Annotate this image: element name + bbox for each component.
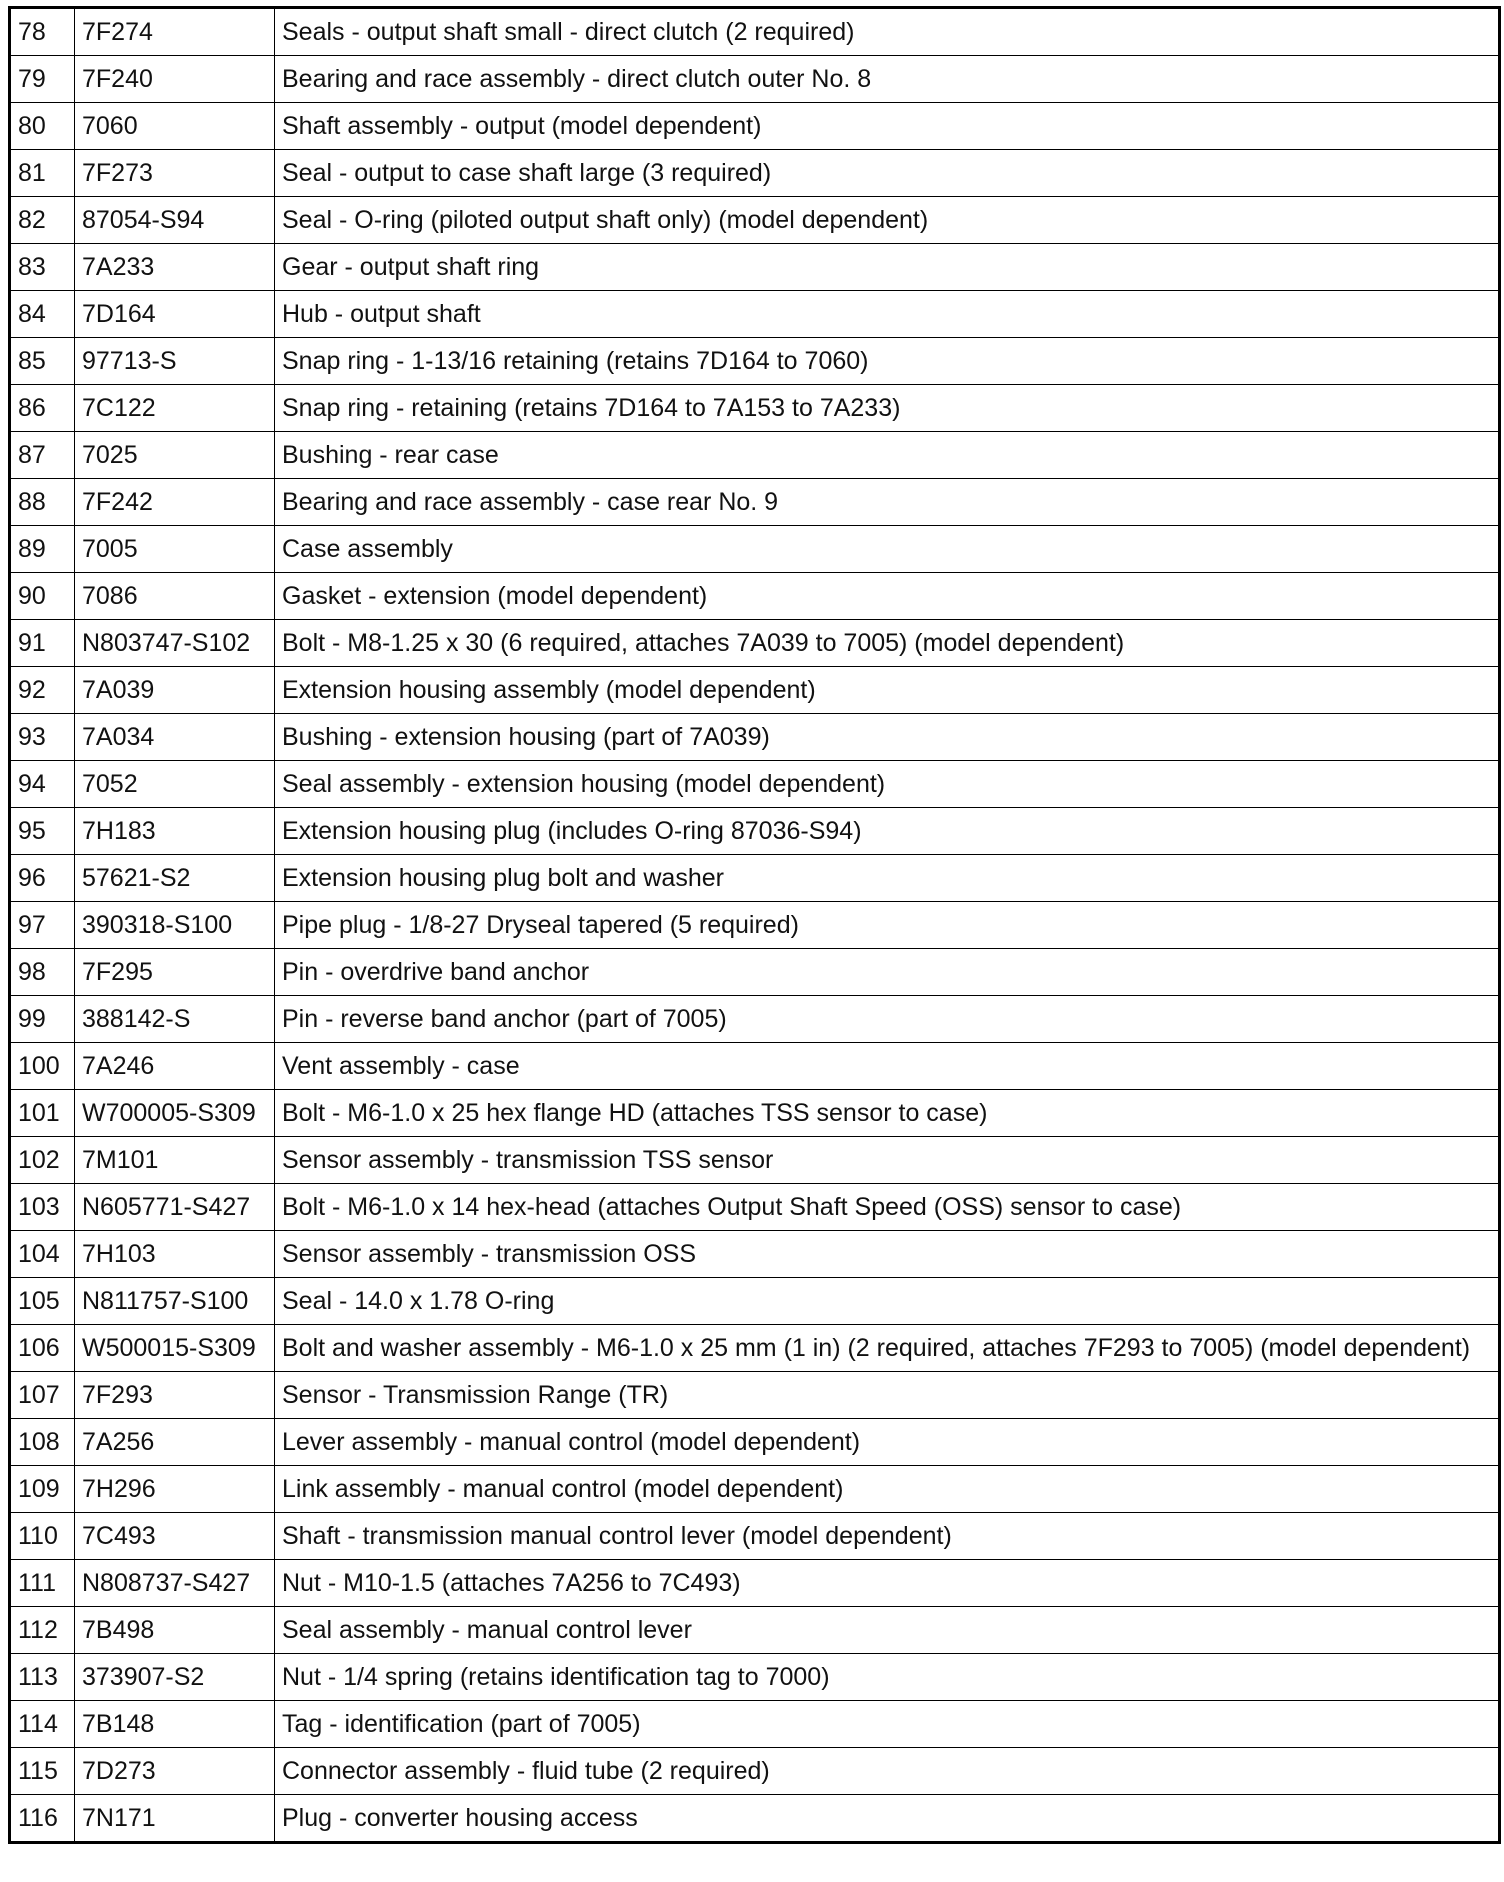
item-number-cell: 112	[10, 1607, 75, 1654]
description-cell: Bushing - extension housing (part of 7A039)	[275, 714, 1500, 761]
item-number-cell: 78	[10, 8, 75, 56]
description-cell: Seal assembly - extension housing (model dependent)	[275, 761, 1500, 808]
description-cell: Seals - output shaft small - direct clutch (2 required)	[275, 8, 1500, 56]
part-number-cell: 7A246	[75, 1043, 275, 1090]
table-row	[10, 526, 1500, 573]
part-number-cell: 7D164	[75, 291, 275, 338]
part-number-cell: 7C122	[75, 385, 275, 432]
table-row	[10, 1043, 1500, 1090]
table-row	[10, 197, 1500, 244]
parts-table-body	[10, 8, 1500, 1843]
item-number-cell: 96	[10, 855, 75, 902]
description-cell: Bolt and washer assembly - M6-1.0 x 25 mm (1 in) (2 required, attaches 7F293 to 7005) (model dependent)	[275, 1325, 1500, 1372]
table-row	[10, 667, 1500, 714]
description-cell: Bolt - M6-1.0 x 14 hex-head (attaches Output Shaft Speed (OSS) sensor to case)	[275, 1184, 1500, 1231]
part-number-cell: N811757-S100	[75, 1278, 275, 1325]
table-row	[10, 385, 1500, 432]
item-number-cell: 98	[10, 949, 75, 996]
table-row	[10, 902, 1500, 949]
table-row	[10, 1090, 1500, 1137]
part-number-cell: 7D273	[75, 1748, 275, 1795]
table-row	[10, 949, 1500, 996]
table-row	[10, 573, 1500, 620]
description-cell: Extension housing plug (includes O-ring 87036-S94)	[275, 808, 1500, 855]
part-number-cell: 7A256	[75, 1419, 275, 1466]
table-row	[10, 620, 1500, 667]
table-row	[10, 1231, 1500, 1278]
table-row	[10, 479, 1500, 526]
description-cell: Bearing and race assembly - direct clutch outer No. 8	[275, 56, 1500, 103]
part-number-cell: 390318-S100	[75, 902, 275, 949]
item-number-cell: 100	[10, 1043, 75, 1090]
item-number-cell: 79	[10, 56, 75, 103]
table-row	[10, 1560, 1500, 1607]
part-number-cell: N605771-S427	[75, 1184, 275, 1231]
description-cell: Pin - reverse band anchor (part of 7005)	[275, 996, 1500, 1043]
description-cell: Shaft assembly - output (model dependent)	[275, 103, 1500, 150]
description-cell: Shaft - transmission manual control lever (model dependent)	[275, 1513, 1500, 1560]
description-cell: Case assembly	[275, 526, 1500, 573]
item-number-cell: 114	[10, 1701, 75, 1748]
part-number-cell: 373907-S2	[75, 1654, 275, 1701]
item-number-cell: 104	[10, 1231, 75, 1278]
part-number-cell: W500015-S309	[75, 1325, 275, 1372]
description-cell: Sensor - Transmission Range (TR)	[275, 1372, 1500, 1419]
part-number-cell: 7F242	[75, 479, 275, 526]
part-number-cell: 7F274	[75, 8, 275, 56]
part-number-cell: 388142-S	[75, 996, 275, 1043]
item-number-cell: 85	[10, 338, 75, 385]
item-number-cell: 111	[10, 1560, 75, 1607]
description-cell: Gasket - extension (model dependent)	[275, 573, 1500, 620]
item-number-cell: 84	[10, 291, 75, 338]
table-row	[10, 855, 1500, 902]
description-cell: Hub - output shaft	[275, 291, 1500, 338]
item-number-cell: 92	[10, 667, 75, 714]
item-number-cell: 80	[10, 103, 75, 150]
description-cell: Extension housing plug bolt and washer	[275, 855, 1500, 902]
table-row	[10, 1137, 1500, 1184]
item-number-cell: 87	[10, 432, 75, 479]
part-number-cell: 7052	[75, 761, 275, 808]
description-cell: Bolt - M8-1.25 x 30 (6 required, attaches 7A039 to 7005) (model dependent)	[275, 620, 1500, 667]
description-cell: Sensor assembly - transmission OSS	[275, 1231, 1500, 1278]
item-number-cell: 83	[10, 244, 75, 291]
table-row	[10, 8, 1500, 56]
description-cell: Snap ring - 1-13/16 retaining (retains 7D164 to 7060)	[275, 338, 1500, 385]
parts-table	[8, 6, 1501, 1844]
description-cell: Tag - identification (part of 7005)	[275, 1701, 1500, 1748]
description-cell: Sensor assembly - transmission TSS sensor	[275, 1137, 1500, 1184]
part-number-cell: 7025	[75, 432, 275, 479]
table-row	[10, 103, 1500, 150]
item-number-cell: 102	[10, 1137, 75, 1184]
item-number-cell: 109	[10, 1466, 75, 1513]
part-number-cell: 97713-S	[75, 338, 275, 385]
description-cell: Nut - 1/4 spring (retains identification tag to 7000)	[275, 1654, 1500, 1701]
table-row	[10, 761, 1500, 808]
table-row	[10, 1701, 1500, 1748]
description-cell: Bushing - rear case	[275, 432, 1500, 479]
part-number-cell: 7A233	[75, 244, 275, 291]
part-number-cell: 7F240	[75, 56, 275, 103]
table-row	[10, 996, 1500, 1043]
table-row	[10, 244, 1500, 291]
part-number-cell: 7H296	[75, 1466, 275, 1513]
part-number-cell: 87054-S94	[75, 197, 275, 244]
description-cell: Bolt - M6-1.0 x 25 hex flange HD (attaches TSS sensor to case)	[275, 1090, 1500, 1137]
part-number-cell: 7M101	[75, 1137, 275, 1184]
table-row	[10, 808, 1500, 855]
table-row	[10, 1419, 1500, 1466]
item-number-cell: 105	[10, 1278, 75, 1325]
part-number-cell: 7F273	[75, 150, 275, 197]
table-row	[10, 1184, 1500, 1231]
table-row	[10, 1372, 1500, 1419]
part-number-cell: 7A034	[75, 714, 275, 761]
description-cell: Plug - converter housing access	[275, 1795, 1500, 1843]
part-number-cell: 7H103	[75, 1231, 275, 1278]
description-cell: Bearing and race assembly - case rear No. 9	[275, 479, 1500, 526]
table-row	[10, 1654, 1500, 1701]
item-number-cell: 106	[10, 1325, 75, 1372]
table-row	[10, 714, 1500, 761]
description-cell: Gear - output shaft ring	[275, 244, 1500, 291]
item-number-cell: 97	[10, 902, 75, 949]
part-number-cell: W700005-S309	[75, 1090, 275, 1137]
item-number-cell: 93	[10, 714, 75, 761]
part-number-cell: 57621-S2	[75, 855, 275, 902]
description-cell: Seal - 14.0 x 1.78 O-ring	[275, 1278, 1500, 1325]
description-cell: Pipe plug - 1/8-27 Dryseal tapered (5 required)	[275, 902, 1500, 949]
description-cell: Connector assembly - fluid tube (2 required)	[275, 1748, 1500, 1795]
part-number-cell: 7H183	[75, 808, 275, 855]
item-number-cell: 82	[10, 197, 75, 244]
description-cell: Snap ring - retaining (retains 7D164 to 7A153 to 7A233)	[275, 385, 1500, 432]
item-number-cell: 89	[10, 526, 75, 573]
part-number-cell: 7B148	[75, 1701, 275, 1748]
item-number-cell: 81	[10, 150, 75, 197]
table-row	[10, 1607, 1500, 1654]
item-number-cell: 101	[10, 1090, 75, 1137]
item-number-cell: 108	[10, 1419, 75, 1466]
item-number-cell: 91	[10, 620, 75, 667]
table-row	[10, 1513, 1500, 1560]
item-number-cell: 94	[10, 761, 75, 808]
item-number-cell: 115	[10, 1748, 75, 1795]
part-number-cell: N808737-S427	[75, 1560, 275, 1607]
description-cell: Pin - overdrive band anchor	[275, 949, 1500, 996]
item-number-cell: 116	[10, 1795, 75, 1843]
item-number-cell: 90	[10, 573, 75, 620]
item-number-cell: 88	[10, 479, 75, 526]
item-number-cell: 107	[10, 1372, 75, 1419]
description-cell: Nut - M10-1.5 (attaches 7A256 to 7C493)	[275, 1560, 1500, 1607]
table-row	[10, 338, 1500, 385]
item-number-cell: 110	[10, 1513, 75, 1560]
part-number-cell: 7B498	[75, 1607, 275, 1654]
table-row	[10, 1466, 1500, 1513]
description-cell: Seal - output to case shaft large (3 required)	[275, 150, 1500, 197]
part-number-cell: 7N171	[75, 1795, 275, 1843]
table-row	[10, 432, 1500, 479]
part-number-cell: 7F293	[75, 1372, 275, 1419]
part-number-cell: 7F295	[75, 949, 275, 996]
table-row	[10, 150, 1500, 197]
part-number-cell: 7C493	[75, 1513, 275, 1560]
description-cell: Vent assembly - case	[275, 1043, 1500, 1090]
table-row	[10, 1795, 1500, 1843]
description-cell: Extension housing assembly (model dependent)	[275, 667, 1500, 714]
item-number-cell: 99	[10, 996, 75, 1043]
table-row	[10, 1325, 1500, 1372]
part-number-cell: 7086	[75, 573, 275, 620]
table-row	[10, 291, 1500, 338]
table-row	[10, 56, 1500, 103]
description-cell: Link assembly - manual control (model dependent)	[275, 1466, 1500, 1513]
part-number-cell: 7A039	[75, 667, 275, 714]
table-row	[10, 1748, 1500, 1795]
item-number-cell: 103	[10, 1184, 75, 1231]
description-cell: Seal - O-ring (piloted output shaft only) (model dependent)	[275, 197, 1500, 244]
description-cell: Lever assembly - manual control (model dependent)	[275, 1419, 1500, 1466]
description-cell: Seal assembly - manual control lever	[275, 1607, 1500, 1654]
item-number-cell: 113	[10, 1654, 75, 1701]
part-number-cell: 7005	[75, 526, 275, 573]
part-number-cell: 7060	[75, 103, 275, 150]
item-number-cell: 86	[10, 385, 75, 432]
item-number-cell: 95	[10, 808, 75, 855]
table-row	[10, 1278, 1500, 1325]
part-number-cell: N803747-S102	[75, 620, 275, 667]
